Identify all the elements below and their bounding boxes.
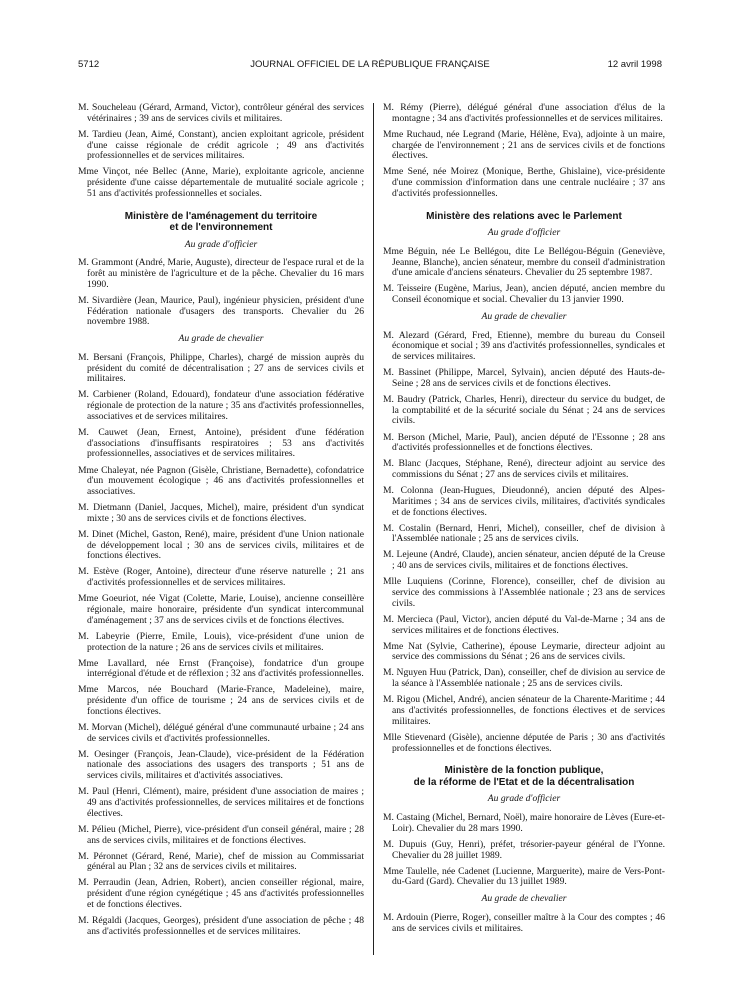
page-number: 5712 xyxy=(78,59,100,70)
honoree-entry: M. Estève (Roger, Antoine), directeur d'une réserve naturelle ; 21 ans d'activités professionnelles et de services militaires. xyxy=(78,566,364,589)
honoree-entry: M. Costalin (Bernard, Henri, Michel), conseiller, chef de division à l'Assemblée nationale ; 25 ans de services civils. xyxy=(383,522,665,545)
honoree-entry: M. Sivardière (Jean, Maurice, Paul), ingénieur physicien, président d'une Fédération nationale d'usagers des transports. Chevalier du 26 novembre 1988. xyxy=(78,294,364,328)
honoree-entry: M. Teisseire (Eugène, Marius, Jean), ancien député, ancien membre du Conseil économique et social. Chevalier du 13 janvier 1990. xyxy=(383,283,665,306)
honoree-entry: Mme Goeuriot, née Vigat (Colette, Marie, Louise), ancienne conseillère régionale, maire honoraire, présidente d'un syndicat intercommunal d'aménagement ; 37 ans de services civils et de fonctions électives. xyxy=(78,593,364,626)
column-divider xyxy=(373,103,374,955)
honoree-entry: M. Bersani (François, Philippe, Charles), chargé de mission auprès du président du comité de décentralisation ; 27 ans de services civils et militaires. xyxy=(78,351,364,385)
honoree-entry: Mme Vinçot, née Bellec (Anne, Marie), exploitante agricole, ancienne présidente d'une caisse départementale de mutualité sociale agricole ; 51 ans d'activités professionnelles et sociales. xyxy=(78,166,364,199)
honoree-entry: M. Castaing (Michel, Bernard, Noël), maire honoraire de Lèves (Eure-et-Loir). Chevalier du 28 mars 1990. xyxy=(383,812,665,834)
honoree-entry: M. Rigou (Michel, André), ancien sénateur de la Charente-Maritime ; 44 ans d'activités professionnelles, de fonctions électives et de services militaires. xyxy=(383,694,665,727)
honoree-entry: M. Paul (Henri, Clément), maire, président d'une association de maires ; 49 ans d'activités professionnelles, de services militaires et de fonctions électives. xyxy=(78,786,364,819)
grade-heading: Au grade d'officier xyxy=(487,793,561,805)
honoree-entry: M. Carbiener (Roland, Edouard), fondateur d'une association fédérative régionale de protection de la nature ; 35 ans d'activités professionnelles, associatives et de services militaires. xyxy=(78,389,364,422)
honoree-entry: M. Grammont (André, Marie, Auguste), directeur de l'espace rural et de la forêt au ministère de l'agriculture et de la pêche. Chevalier du 16 mars 1990. xyxy=(78,257,364,290)
honoree-entry: Mme Taulelle, née Cadenet (Lucienne, Marguerite), maire de Vers-Pont-du-Gard (Gard). Chevalier du 13 juillet 1989. xyxy=(383,865,665,888)
grade-heading: Au grade de chevalier xyxy=(481,893,567,905)
honoree-entry: Mlle Stievenard (Gisèle), ancienne députée de Paris ; 30 ans d'activités professionnelles et de fonctions électives. xyxy=(383,731,665,754)
ministry-heading-line: Ministère des relations avec le Parlement xyxy=(426,210,622,222)
publication-date: 12 avril 1998 xyxy=(607,59,662,70)
grade-heading: Au grade d'officier xyxy=(487,227,561,239)
honoree-entry: Mme Lavallard, née Ernst (Françoise), fondatrice d'un groupe interrégional d'étude et de réflexion ; 32 ans d'activités professionnelles. xyxy=(78,657,364,680)
grade-heading: Au grade de chevalier xyxy=(481,310,567,322)
honoree-entry: M. Mercieca (Paul, Victor), ancien député du Val-de-Marne ; 34 ans de services militaires et de fonctions électives. xyxy=(383,613,665,636)
journal-title: JOURNAL OFFICIEL DE LA RÉPUBLIQUE FRANÇAISE xyxy=(250,59,490,70)
honoree-entry: M. Morvan (Michel), délégué général d'une communauté urbaine ; 24 ans de services civils et d'activités professionnelles. xyxy=(78,721,364,744)
ministry-heading xyxy=(383,211,665,223)
right-column xyxy=(383,103,665,940)
honoree-entry: M. Labeyrie (Pierre, Emile, Louis), vice-président d'une union de protection de la nature ; 26 ans de services civils et militaires. xyxy=(78,630,364,653)
honoree-entry: M. Dupuis (Guy, Henri), préfet, trésorier-payeur général de l'Yonne. Chevalier du 28 juillet 1989. xyxy=(383,838,665,861)
honoree-entry: M. Bassinet (Philippe, Marcel, Sylvain), ancien député des Hauts-de-Seine ; 28 ans de services civils et de fonctions électives. xyxy=(383,367,665,389)
honoree-entry: Mme Nat (Sylvie, Catherine), épouse Leymarie, directeur adjoint au service des commissions du Sénat ; 26 ans de services civils. xyxy=(383,640,665,663)
honoree-entry: M. Ardouin (Pierre, Roger), conseiller maître à la Cour des comptes ; 46 ans de services civils et militaires. xyxy=(383,911,665,934)
honoree-entry: Mme Chaleyat, née Pagnon (Gisèle, Christiane, Bernadette), cofondatrice d'un mouvement écologique ; 46 ans d'activités professionnelles et associatives. xyxy=(78,464,364,498)
grade-heading: Au grade de chevalier xyxy=(178,333,264,345)
honoree-entry: M. Péronnet (Gérard, René, Marie), chef de mission au Commissariat général au Plan ; 32 ans de services civils et militaires. xyxy=(78,850,364,873)
honoree-entry: M. Oesinger (François, Jean-Claude), vice-président de la Fédération nationale des associations des usagers des transports ; 51 ans de services civils, militaires et d'activités associatives. xyxy=(78,748,364,782)
honoree-entry: M. Lejeune (André, Claude), ancien sénateur, ancien député de la Creuse ; 40 ans de services civils, militaires et de fonctions électives. xyxy=(383,549,665,572)
ministry-heading-line: de la réforme de l'Etat et de la décentralisation xyxy=(413,776,635,788)
ministry-heading xyxy=(78,211,364,234)
honoree-entry: M. Pélieu (Michel, Pierre), vice-président d'un conseil général, maire ; 28 ans de services civils, militaires et de fonctions électives. xyxy=(78,823,364,846)
honoree-entry: M. Baudry (Patrick, Charles, Henri), directeur du service du budget, de la comptabilité et de la sécurité sociale du Sénat ; 24 ans de services civils. xyxy=(383,393,665,427)
ministry-heading xyxy=(383,765,665,788)
honoree-entry: M. Blanc (Jacques, Stéphane, René), directeur adjoint au service des commissions du Sénat ; 27 ans de services civils et militaires. xyxy=(383,458,665,481)
ministry-heading-line: Ministère de l'aménagement du territoire xyxy=(124,210,318,222)
honoree-entry: M. Soucheleau (Gérard, Armand, Victor), contrôleur général des services vétérinaires ; 39 ans de services civils et militaires. xyxy=(78,102,364,124)
honoree-entry: M. Berson (Michel, Marie, Paul), ancien député de l'Essonne ; 28 ans d'activités professionnelles et de fonctions électives. xyxy=(383,431,665,454)
ministry-heading-line: Ministère de la fonction publique, xyxy=(444,765,604,777)
honoree-entry: M. Rémy (Pierre), délégué général d'une association d'élus de la montagne ; 34 ans d'activités professionnelles et de services militaires. xyxy=(383,102,665,124)
page-header xyxy=(78,59,662,73)
honoree-entry: M. Dinet (Michel, Gaston, René), maire, président d'une Union nationale de développement local ; 30 ans de services civils, militaires et de fonctions électives. xyxy=(78,528,364,562)
honoree-entry: Mme Béguin, née Le Bellégou, dite Le Bellégou-Béguin (Geneviève, Jeanne, Blanche), ancien sénateur, membre du conseil d'administration d'une amicale d'anciens sénateurs. Chevalier du 25 septembre 1987. xyxy=(383,245,665,279)
honoree-entry: M. Cauwet (Jean, Ernest, Antoine), président d'une fédération d'associations d'insuffisants respiratoires ; 53 ans d'activités professionnelles, associatives et de services militaires. xyxy=(78,426,364,460)
left-column xyxy=(78,103,364,943)
honoree-entry: M. Tardieu (Jean, Aimé, Constant), ancien exploitant agricole, président d'une caisse régionale de crédit agricole ; 49 ans d'activités professionnelles et de services militaires. xyxy=(78,128,364,162)
honoree-entry: M. Colonna (Jean-Hugues, Dieudonné), ancien député des Alpes-Maritimes ; 34 ans de services civils, militaires, d'activités syndicales et de fonctions électives. xyxy=(383,485,665,518)
honoree-entry: M. Alezard (Gérard, Fred, Etienne), membre du bureau du Conseil économique et social ; 39 ans d'activités professionnelles, syndicales et de services militaires. xyxy=(383,329,665,363)
ministry-heading-line: et de l'environnement xyxy=(169,222,273,234)
honoree-entry: M. Perraudin (Jean, Adrien, Robert), ancien conseiller régional, maire, président d'une région cynégétique ; 45 ans d'activités professionnelles et de fonctions électives. xyxy=(78,877,364,910)
honoree-entry: M. Dietmann (Daniel, Jacques, Michel), maire, président d'un syndicat mixte ; 30 ans de services civils et de fonctions électives. xyxy=(78,502,364,524)
honoree-entry: Mme Sené, née Moirez (Monique, Berthe, Ghislaine), vice-présidente d'une commission d'information dans une centrale nucléaire ; 37 ans d'activités professionnelles. xyxy=(383,166,665,199)
honoree-entry: Mme Ruchaud, née Legrand (Marie, Hélène, Eva), adjointe à un maire, chargée de l'environnement ; 21 ans de services civils et de fonctions électives. xyxy=(383,128,665,162)
grade-heading: Au grade d'officier xyxy=(184,238,258,250)
honoree-entry: Mme Marcos, née Bouchard (Marie-France, Madeleine), maire, présidente d'un office de tourisme ; 24 ans de services civils et de fonctions électives. xyxy=(78,684,364,717)
honoree-entry: M. Régaldi (Jacques, Georges), président d'une association de pêche ; 48 ans d'activités professionnelles et de services militaires. xyxy=(78,914,364,937)
honoree-entry: Mlle Luquiens (Corinne, Florence), conseiller, chef de division au service des commissions à l'Assemblée nationale ; 23 ans de services civils. xyxy=(383,576,665,609)
honoree-entry: M. Nguyen Huu (Patrick, Dan), conseiller, chef de division au service de la séance à l'Assemblée nationale ; 25 ans de services civils. xyxy=(383,667,665,690)
